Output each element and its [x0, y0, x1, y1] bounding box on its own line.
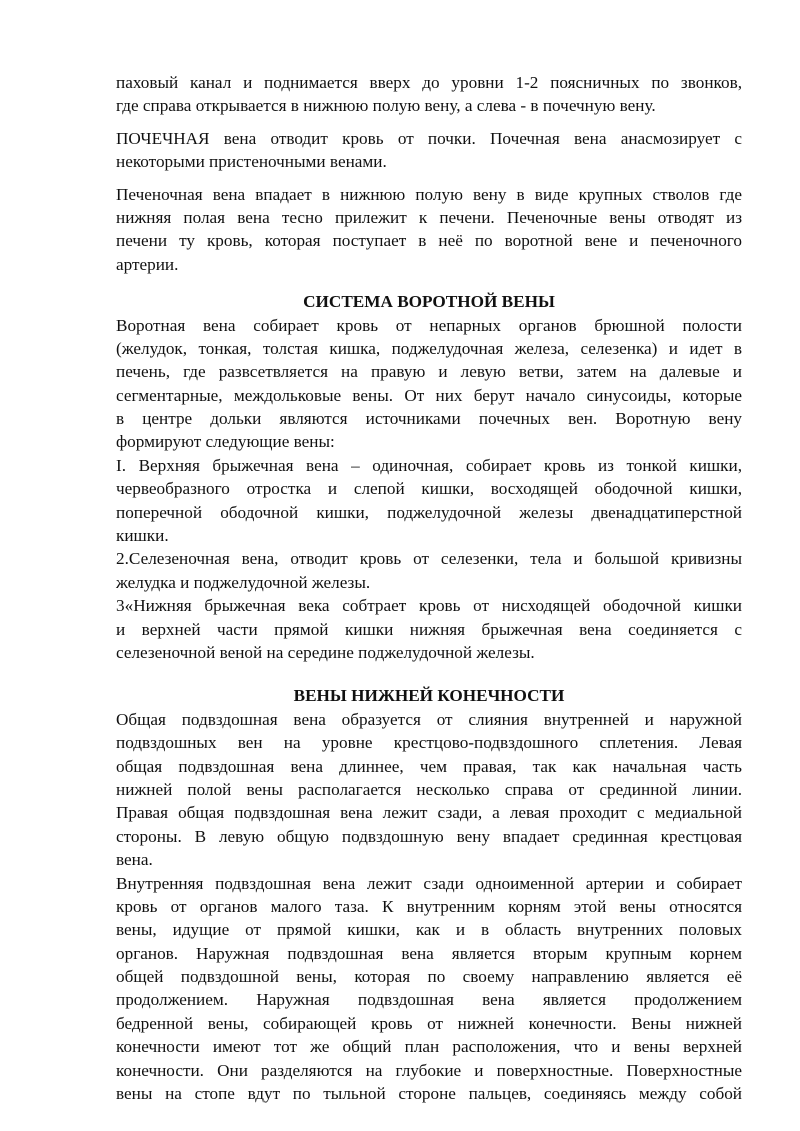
section-lower-limb-body [116, 708, 742, 1106]
text-line: и верхней части прямой кишки нижняя брыжечная вена соединяется с [116, 619, 742, 639]
text-line: желудка и поджелудочной железы. [116, 572, 371, 592]
text-line: конечности. Они разделяются на глубокие и поверхностные. Поверхностные [116, 1060, 742, 1080]
text-line: Общая подвздошная вена образуется от слияния внутренней и наружной [116, 709, 742, 729]
text-line: поперечной ободочной кишки, поджелудочной железы двенадцатиперстной [116, 502, 742, 522]
text-line: общей подвздошной вены, которая по своему направлению является её [116, 967, 742, 987]
text-line: некоторыми пристеночными венами. [116, 152, 387, 172]
text-line: артерии. [116, 254, 179, 274]
text-line: ПОЧЕЧНАЯ вена отводит кровь от почки. Почечная вена анасмозирует с [116, 128, 742, 148]
text-line: печени ту кровь, которая поступает в неё по воротной вене и печеночного [116, 231, 742, 251]
section-portal-vein-body [116, 314, 742, 665]
text-line: подвздошных вен на уровне крестцово-подвздошного сплетения. Левая [116, 733, 742, 753]
text-line: где справа открывается в нижнюю полую вену, а слева - в почечную вену. [116, 96, 656, 116]
text-line: органов. Наружная подвздошная вена является вторым крупным корнем [116, 943, 742, 963]
text-line: стороны. В левую общую подвздошную вену впадает срединная крестцовая [116, 826, 742, 846]
text-line: вена. [116, 850, 153, 870]
text-line: Печеночная вена впадает в нижнюю полую вену в виде крупных стволов где [116, 184, 742, 204]
text-line: Воротная вена собирает кровь от непарных органов брюшной полости [116, 315, 742, 335]
text-line: продолжением. Наружная подвздошная вена является продолжением [116, 990, 742, 1010]
text-line: (желудок, тонкая, толстая кишка, поджелудочная железа, селезенка) и идет в [116, 338, 742, 358]
text-line: Правая общая подвздошная вена лежит сзади, а левая проходит с медиальной [116, 803, 742, 823]
text-line: в центре дольки являются источниками почечных вен. Воротную вену [116, 409, 742, 429]
text-line: I. Верхняя брыжечная вена – одиночная, собирает кровь из тонкой кишки, [116, 455, 742, 475]
paragraph-hepatic-vein [116, 183, 742, 277]
text-line: паховый канал и поднимается вверх до уровни 1-2 поясничных по звонков, [116, 73, 742, 92]
text-line: сегментарные, междольковые вены. От них берут начало синусоиды, которые [116, 385, 742, 405]
text-line: 3«Нижняя брыжечная века собтрает кровь от нисходящей ободочной кишки [116, 596, 742, 616]
text-line: червеобразного отростка и слепой кишки, восходящей ободочной кишки, [116, 479, 742, 499]
text-line: Внутренняя подвздошная вена лежит сзади одноименной артерии и собирает [116, 873, 742, 893]
text-line: нижней полой вены располагается несколько справа от срединной линии. [116, 779, 742, 799]
paragraph-renal-vein [116, 127, 742, 174]
text-line: формируют следующие вены: [116, 432, 335, 452]
text-line: общая подвздошная вена длиннее, чем правая, так как начальная часть [116, 756, 742, 776]
text-line: вены, идущие от прямой кишки, как и в область внутренних половых [116, 920, 742, 940]
text-line: селезеночной веной на середине поджелудочной железы. [116, 642, 535, 662]
text-line: вены на стопе вдут по тыльной стороне пальцев, соединяясь между собой [116, 1084, 742, 1104]
section-heading-portal-vein: СИСТЕМА ВОРОТНОЙ ВЕНЫ [303, 292, 555, 312]
paragraph-inguinal [116, 71, 742, 118]
text-line: нижняя полая вена тесно прилежит к печени. Печеночные вены отводят из [116, 207, 742, 227]
section-heading-lower-limb-veins: ВЕНЫ НИЖНЕЙ КОНЕЧНОСТИ [293, 686, 565, 706]
text-line: кишки. [116, 526, 169, 546]
text-line: 2.Селезеночная вена, отводит кровь от селезенки, тела и большой кривизны [116, 549, 742, 569]
text-line: печень, где развсетвляется на правую и левую ветви, затем на далевые и [116, 362, 742, 382]
text-line: конечности имеют тот же общий план расположения, что и вены верхней [116, 1037, 742, 1057]
text-line: бедренной вены, собирающей кровь от нижней конечности. Вены нижней [116, 1013, 742, 1033]
text-line: кровь от органов малого таза. К внутренним корням этой вены относятся [116, 896, 742, 916]
